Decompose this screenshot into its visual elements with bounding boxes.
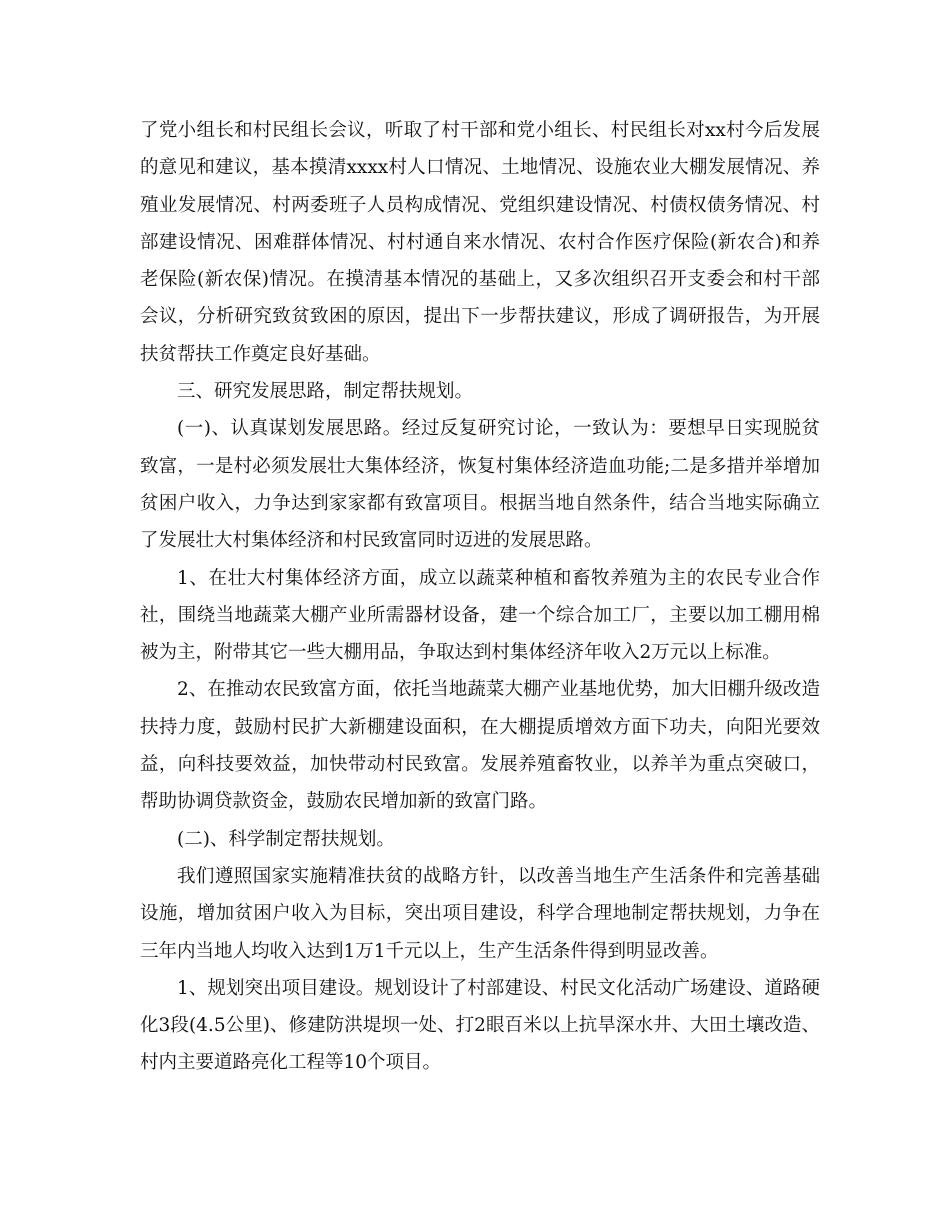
paragraph-farmer-prosperity: 2、在推动农民致富方面，依托当地蔬菜大棚产业基地优势，加大旧棚升级改造扶持力度，鼓励村民扩大新棚建设面积，在大棚提质增效方面下功夫，向阳光要效益，向科技要效益，加快带动村民致富。发展养殖畜牧业，以养羊为重点突破口，帮助协调贷款资金，鼓励农民增加新的致富门路。: [140, 679, 820, 813]
section-heading-three: 三、研究发展思路，制定帮扶规划。: [177, 381, 474, 403]
subsection-heading-two: (二)、科学制定帮扶规划。: [177, 828, 395, 850]
subsection-heading-one: (一)、认真谋划发展思路。经过反复研究讨论，一致认为：要想早日实现脱贫致富，一是村必须发展壮大集体经济，恢复村集体经济造血功能;二是多措并举增加贫困户收入，力争达到家家都有致富项目。根据当地自然条件，结合当地实际确立了发展壮大村集体经济和村民致富同时迈进的发展思路。: [140, 418, 820, 552]
paragraph-strategy: 我们遵照国家实施精准扶贫的战略方针，以改善当地生产生活条件和完善基础设施，增加贫困户收入为目标，突出项目建设，科学合理地制定帮扶规划，力争在三年内当地人均收入达到1万1千元以上，生产生活条件得到明显改善。: [140, 865, 820, 962]
document-body: [140, 112, 820, 1082]
paragraph-collective-economy: 1、在壮大村集体经济方面，成立以蔬菜种植和畜牧养殖为主的农民专业合作社，围绕当地蔬菜大棚产业所需器材设备，建一个综合加工厂，主要以加工棚用棉被为主，附带其它一些大棚用品，争取达到村集体经济年收入2万元以上标准。: [140, 567, 820, 664]
paragraph-continuation: 了党小组长和村民组长会议，听取了村干部和党小组长、村民组长对xx村今后发展的意见和建议，基本摸清xxxx村人口情况、土地情况、设施农业大棚发展情况、养殖业发展情况、村两委班子人员构成情况、党组织建设情况、村债权债务情况、村部建设情况、困难群体情况、村村通自来水情况、农村合作医疗保险(新农合)和养老保险(新农保)情况。在摸清基本情况的基础上，又多次组织召开支委会和村干部会议，分析研究致贫致困的原因，提出下一步帮扶建议，形成了调研报告，为开展扶贫帮扶工作奠定良好基础。: [140, 120, 820, 365]
paragraph-project-planning: 1、规划突出项目建设。规划设计了村部建设、村民文化活动广场建设、道路硬化3段(4.5公里)、修建防洪堤坝一处、打2眼百米以上抗旱深水井、大田土壤改造、村内主要道路亮化工程等10个项目。: [140, 977, 820, 1074]
